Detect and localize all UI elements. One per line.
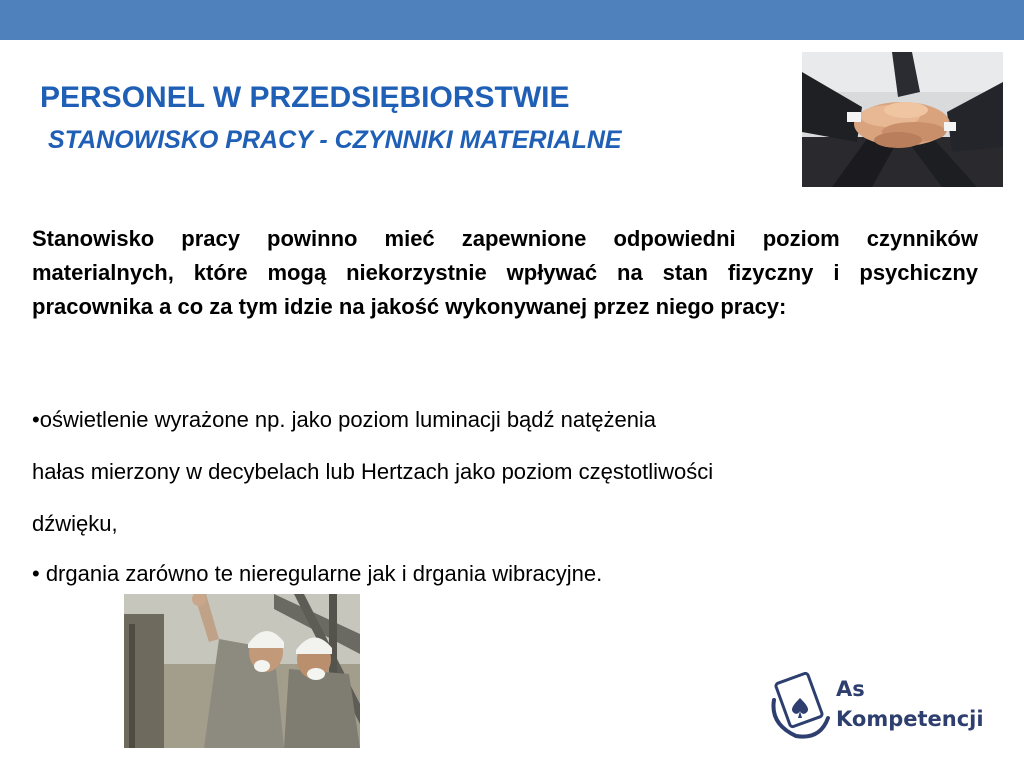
spade-card-icon [768,672,832,742]
as-kompetencji-logo [768,672,998,744]
slide-title: PERSONEL W PRZEDSIĘBIORSTWIE [40,81,570,114]
bullet-lighting: •oświetlenie wyrażone np. jako poziom luminacji bądź natężenia [32,407,657,432]
top-accent-bar [0,0,1024,40]
bullet-vibrations: • drgania zarówno te nieregularne jak i drgania wibracyjne. [32,561,603,586]
logo-line-kompetencji: Kompetencji [836,707,984,731]
workers-illustration [124,594,360,748]
noise-line: hałas mierzony w decybelach lub Hertzach jako poziom częstotliwości [32,459,714,484]
teamwork-hands-illustration [802,52,1003,187]
slide-subtitle: STANOWISKO PRACY - CZYNNIKI MATERIALNE [48,126,622,154]
intro-paragraph: Stanowisko pracy powinno mieć zapewnione odpowiedni poziom czynników materialnych, które mogą niekorzystnie wpływać na stan fizyczny i psychiczny pracownika a co za tym idzie na jakość wykonywanej przez niego pracy: [32,226,978,319]
noise-line-continued: dźwięku, [32,511,118,536]
workers-photo [124,594,360,748]
logo-line-as: As [836,677,865,701]
teamwork-hands-photo [802,52,1003,187]
logo-wordmark [836,674,984,734]
